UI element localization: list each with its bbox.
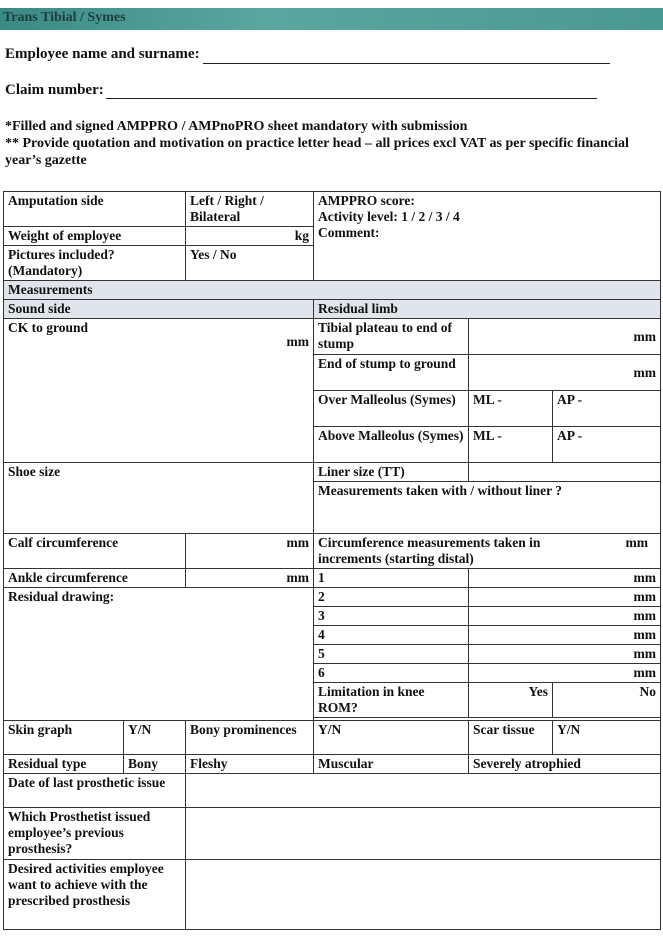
bony-prominences-label: Bony prominences: [186, 721, 314, 755]
weight-field[interactable]: [186, 227, 314, 246]
sound-side-blank: [4, 391, 314, 463]
end-of-stump-field[interactable]: [469, 355, 661, 391]
increment-6-field[interactable]: [469, 664, 661, 683]
increment-4-label: 4: [314, 626, 469, 645]
claim-number-label: Claim number:: [5, 82, 104, 98]
pictures-included-label: Pictures included? (Mandatory): [4, 246, 186, 281]
bony-prominences-yn[interactable]: Y/N: [314, 721, 469, 755]
note-quotation: ** Provide quotation and motivation on practice letter head – all prices excl VAT as per specific financial year’s gazette: [5, 136, 629, 168]
liner-measurement-option[interactable]: Measurements taken with / without liner ?: [314, 482, 661, 534]
residual-drawing-area[interactable]: [4, 588, 314, 721]
date-last-prosthetic-field[interactable]: [186, 774, 661, 808]
residual-type-muscular[interactable]: Muscular: [314, 755, 469, 774]
increment-2-field[interactable]: [469, 588, 661, 607]
kg-unit: kg: [294, 228, 310, 243]
increment-3-label: 3: [314, 607, 469, 626]
desired-activities-field[interactable]: [186, 860, 661, 930]
measurement-form-table: [3, 191, 661, 930]
tibial-plateau-field[interactable]: [469, 319, 661, 355]
limitation-no-option[interactable]: No: [553, 683, 661, 718]
circumference-increments-label: Circumference measurements taken in increments (starting distal): [318, 535, 541, 566]
mm-unit: mm: [625, 535, 649, 550]
form-title: Trans Tibial / Symes: [3, 10, 126, 25]
claim-number-field[interactable]: [106, 98, 597, 99]
employee-name-label: Employee name and surname:: [5, 46, 200, 62]
scar-tissue-label: Scar tissue: [469, 721, 553, 755]
amputation-side-options[interactable]: Left / Right / Bilateral: [186, 192, 314, 227]
over-malleolus-ap[interactable]: AP -: [553, 391, 661, 427]
end-of-stump-label: End of stump to ground: [314, 355, 469, 391]
mm-unit: mm: [633, 627, 657, 642]
mm-unit: mm: [633, 665, 657, 680]
shoe-size-label: Shoe size: [8, 464, 61, 479]
which-prosthetist-field[interactable]: [186, 808, 661, 860]
mm-unit: mm: [286, 535, 310, 550]
liner-size-label: Liner size (TT): [314, 463, 469, 482]
mm-unit: mm: [286, 570, 310, 585]
employee-name-field[interactable]: [203, 63, 610, 64]
increment-4-field[interactable]: [469, 626, 661, 645]
form-title-banner: [0, 8, 663, 30]
residual-type-label: Residual type: [4, 755, 124, 774]
increment-3-field[interactable]: [469, 607, 661, 626]
increment-5-label: 5: [314, 645, 469, 664]
residual-drawing-label: Residual drawing:: [8, 589, 115, 604]
limitation-knee-label: Limitation in knee ROM?: [314, 683, 469, 718]
mm-unit: mm: [633, 646, 657, 661]
skin-graph-yn[interactable]: Y/N: [124, 721, 186, 755]
residual-limb-header: Residual limb: [314, 300, 661, 319]
increment-2-label: 2: [314, 588, 469, 607]
skin-graph-label: Skin graph: [4, 721, 124, 755]
scar-tissue-yn[interactable]: Y/N: [553, 721, 661, 755]
residual-type-fleshy[interactable]: Fleshy: [186, 755, 314, 774]
activity-level-options[interactable]: Activity level: 1 / 2 / 3 / 4: [318, 209, 460, 224]
over-malleolus-ml[interactable]: ML -: [469, 391, 553, 427]
circumference-increments-header: [314, 534, 661, 569]
pictures-yes-no[interactable]: Yes / No: [186, 246, 314, 281]
amputation-side-label: Amputation side: [4, 192, 186, 227]
measurements-header: Measurements: [4, 281, 661, 300]
desired-activities-label: Desired activities employee want to achieve with the prescribed prosthesis: [4, 860, 186, 930]
limitation-yes-option[interactable]: Yes: [469, 683, 553, 718]
comment-label: Comment:: [318, 225, 380, 240]
above-malleolus-ml[interactable]: ML -: [469, 427, 553, 463]
shoe-size-cell[interactable]: [4, 463, 314, 534]
mm-unit: mm: [633, 608, 657, 623]
mm-unit: mm: [633, 364, 657, 380]
calf-circumference-field[interactable]: [186, 534, 314, 569]
amppro-score-label: AMPPRO score:: [318, 193, 415, 208]
increment-1-label: 1: [314, 569, 469, 588]
which-prosthetist-label: Which Prosthetist issued employee’s previous prosthesis?: [4, 808, 186, 860]
over-malleolus-label: Over Malleolus (Symes): [314, 391, 469, 427]
mm-unit: mm: [633, 328, 657, 344]
date-last-prosthetic-label: Date of last prosthetic issue: [4, 774, 186, 808]
tibial-plateau-label: Tibial plateau to end of stump: [314, 319, 469, 355]
ankle-circumference-field[interactable]: [186, 569, 314, 588]
residual-type-severely-atrophied[interactable]: Severely atrophied: [469, 755, 661, 774]
residual-type-bony[interactable]: Bony: [124, 755, 186, 774]
mm-unit: mm: [633, 589, 657, 604]
increment-6-label: 6: [314, 664, 469, 683]
liner-size-field[interactable]: [469, 463, 661, 482]
amppro-cell[interactable]: [314, 192, 661, 281]
mm-unit: mm: [633, 570, 657, 585]
ck-to-ground-label: CK to ground: [8, 320, 89, 335]
ck-mm-unit: mm: [286, 334, 310, 349]
ankle-circumference-label: Ankle circumference: [4, 569, 186, 588]
calf-circumference-label: Calf circumference: [4, 534, 186, 569]
sound-side-header: Sound side: [4, 300, 314, 319]
above-malleolus-label: Above Malleolus (Symes): [314, 427, 469, 463]
ck-to-ground-cell[interactable]: [4, 319, 314, 391]
weight-label: Weight of employee: [4, 227, 186, 246]
increment-1-field[interactable]: [469, 569, 661, 588]
above-malleolus-ap[interactable]: AP -: [553, 427, 661, 463]
increment-5-field[interactable]: [469, 645, 661, 664]
note-amppro: *Filled and signed AMPPRO / AMPnoPRO sheet mandatory with submission: [5, 119, 468, 134]
